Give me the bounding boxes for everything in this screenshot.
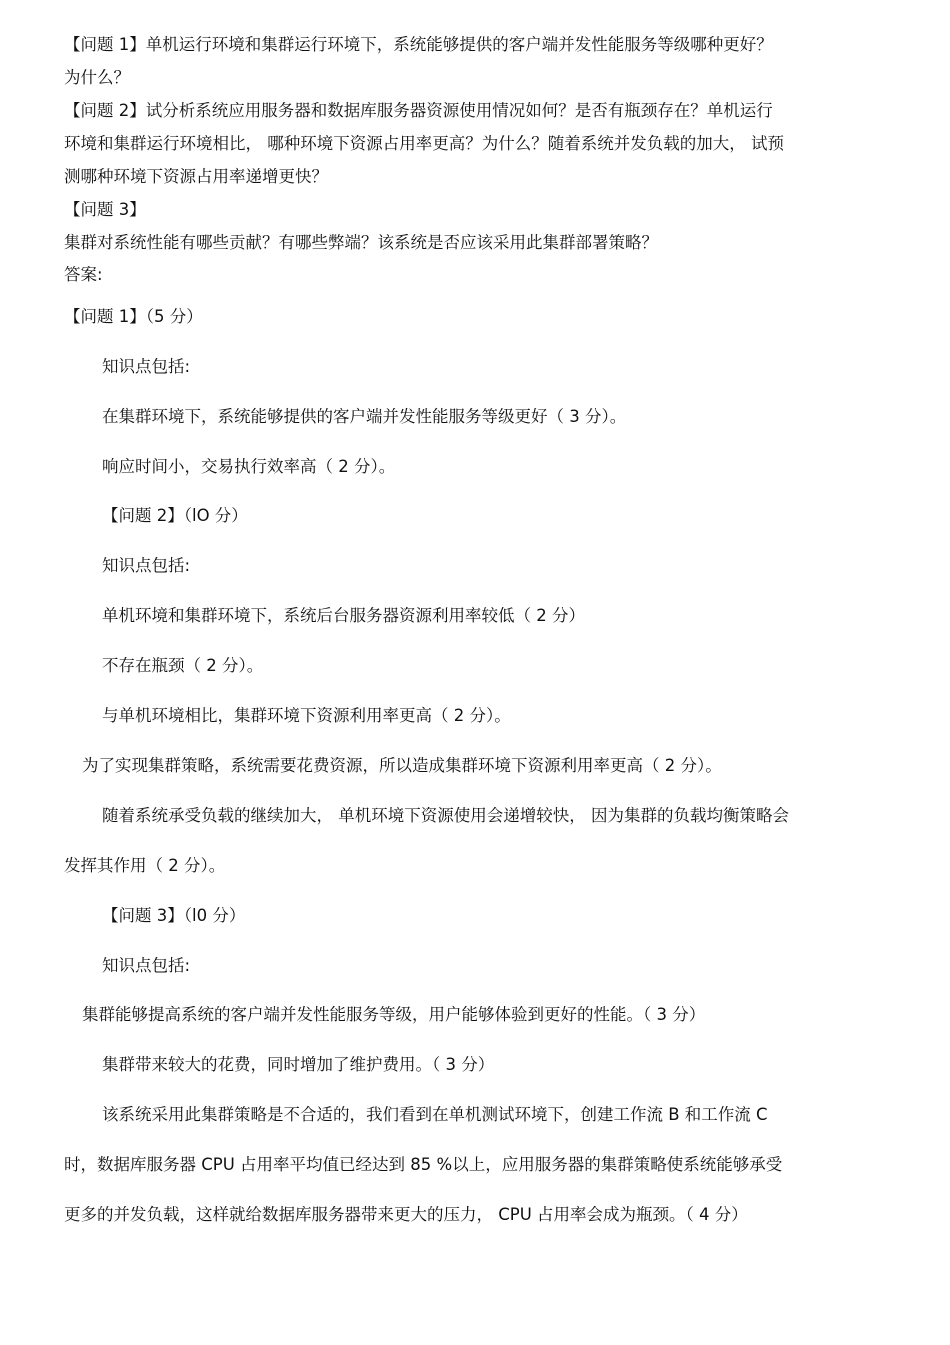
question-2-line-1: 【问题 2】试分析系统应用服务器和数据库服务器资源使用情况如何？是否有瓶颈存在？单机运行 <box>64 101 773 120</box>
question-3-line: 集群对系统性能有哪些贡献？有哪些弊端？该系统是否应该采用此集群部署策略？ <box>64 233 658 252</box>
answer-2-point-5-line-2: 发挥其作用（ 2 分）。 <box>64 856 226 875</box>
answer-2-heading: 【问题 2】（lO 分） <box>102 506 248 525</box>
answer-2-point-3: 与单机环境相比，集群环境下资源利用率更高（ 2 分）。 <box>102 706 511 725</box>
question-3-heading: 【问题 3】 <box>64 200 146 219</box>
answer-1-heading: 【问题 1】（5 分） <box>64 307 203 326</box>
answer-3-heading: 【问题 3】（l0 分） <box>102 906 246 925</box>
answer-label: 答案: <box>64 265 103 284</box>
answer-2-point-5-line-1: 随着系统承受负载的继续加大， 单机环境下资源使用会递增较快， 因为集群的负载均衡策略会 <box>102 806 789 825</box>
answer-3-point-3-line-2: 时，数据库服务器 CPU 占用率平均值已经达到 85 %以上，应用服务器的集群策略使系统能够承受 <box>64 1155 783 1174</box>
answer-1-knowledge-points: 知识点包括: <box>102 357 191 376</box>
answer-3-point-3-line-1: 该系统采用此集群策略是不合适的，我们看到在单机测试环境下，创建工作流 B 和工作流 C <box>102 1105 768 1124</box>
answer-1-point-1: 在集群环境下，系统能够提供的客户端并发性能服务等级更好（ 3 分）。 <box>102 407 627 426</box>
answer-3-point-2: 集群带来较大的花费，同时增加了维护费用。（ 3 分） <box>102 1055 495 1074</box>
answer-1-point-2: 响应时间小，交易执行效率高（ 2 分）。 <box>102 457 396 476</box>
answer-2-point-4: 为了实现集群策略，系统需要花费资源，所以造成集群环境下资源利用率更高（ 2 分）。 <box>82 756 722 775</box>
question-1-line-1: 【问题 1】单机运行环境和集群运行环境下，系统能够提供的客户端并发性能服务等级哪种更好？ <box>64 35 773 54</box>
answer-2-point-2: 不存在瓶颈（ 2 分）。 <box>102 656 264 675</box>
answer-3-point-1: 集群能够提高系统的客户端并发性能服务等级，用户能够体验到更好的性能。（ 3 分） <box>82 1005 706 1024</box>
answer-3-point-3-line-3: 更多的并发负载，这样就给数据库服务器带来更大的压力， CPU 占用率会成为瓶颈。（ 4 分） <box>64 1205 748 1224</box>
question-2-line-3: 测哪种环境下资源占用率递增更快？ <box>64 167 328 186</box>
question-1-line-2: 为什么？ <box>64 68 130 87</box>
answer-2-knowledge-points: 知识点包括: <box>102 556 191 575</box>
answer-2-point-1: 单机环境和集群环境下，系统后台服务器资源利用率较低（ 2 分） <box>102 606 585 625</box>
answer-3-knowledge-points: 知识点包括: <box>102 956 191 975</box>
question-2-line-2: 环境和集群运行环境相比， 哪种环境下资源占用率更高？为什么？随着系统并发负载的加大， 试预 <box>64 134 784 153</box>
